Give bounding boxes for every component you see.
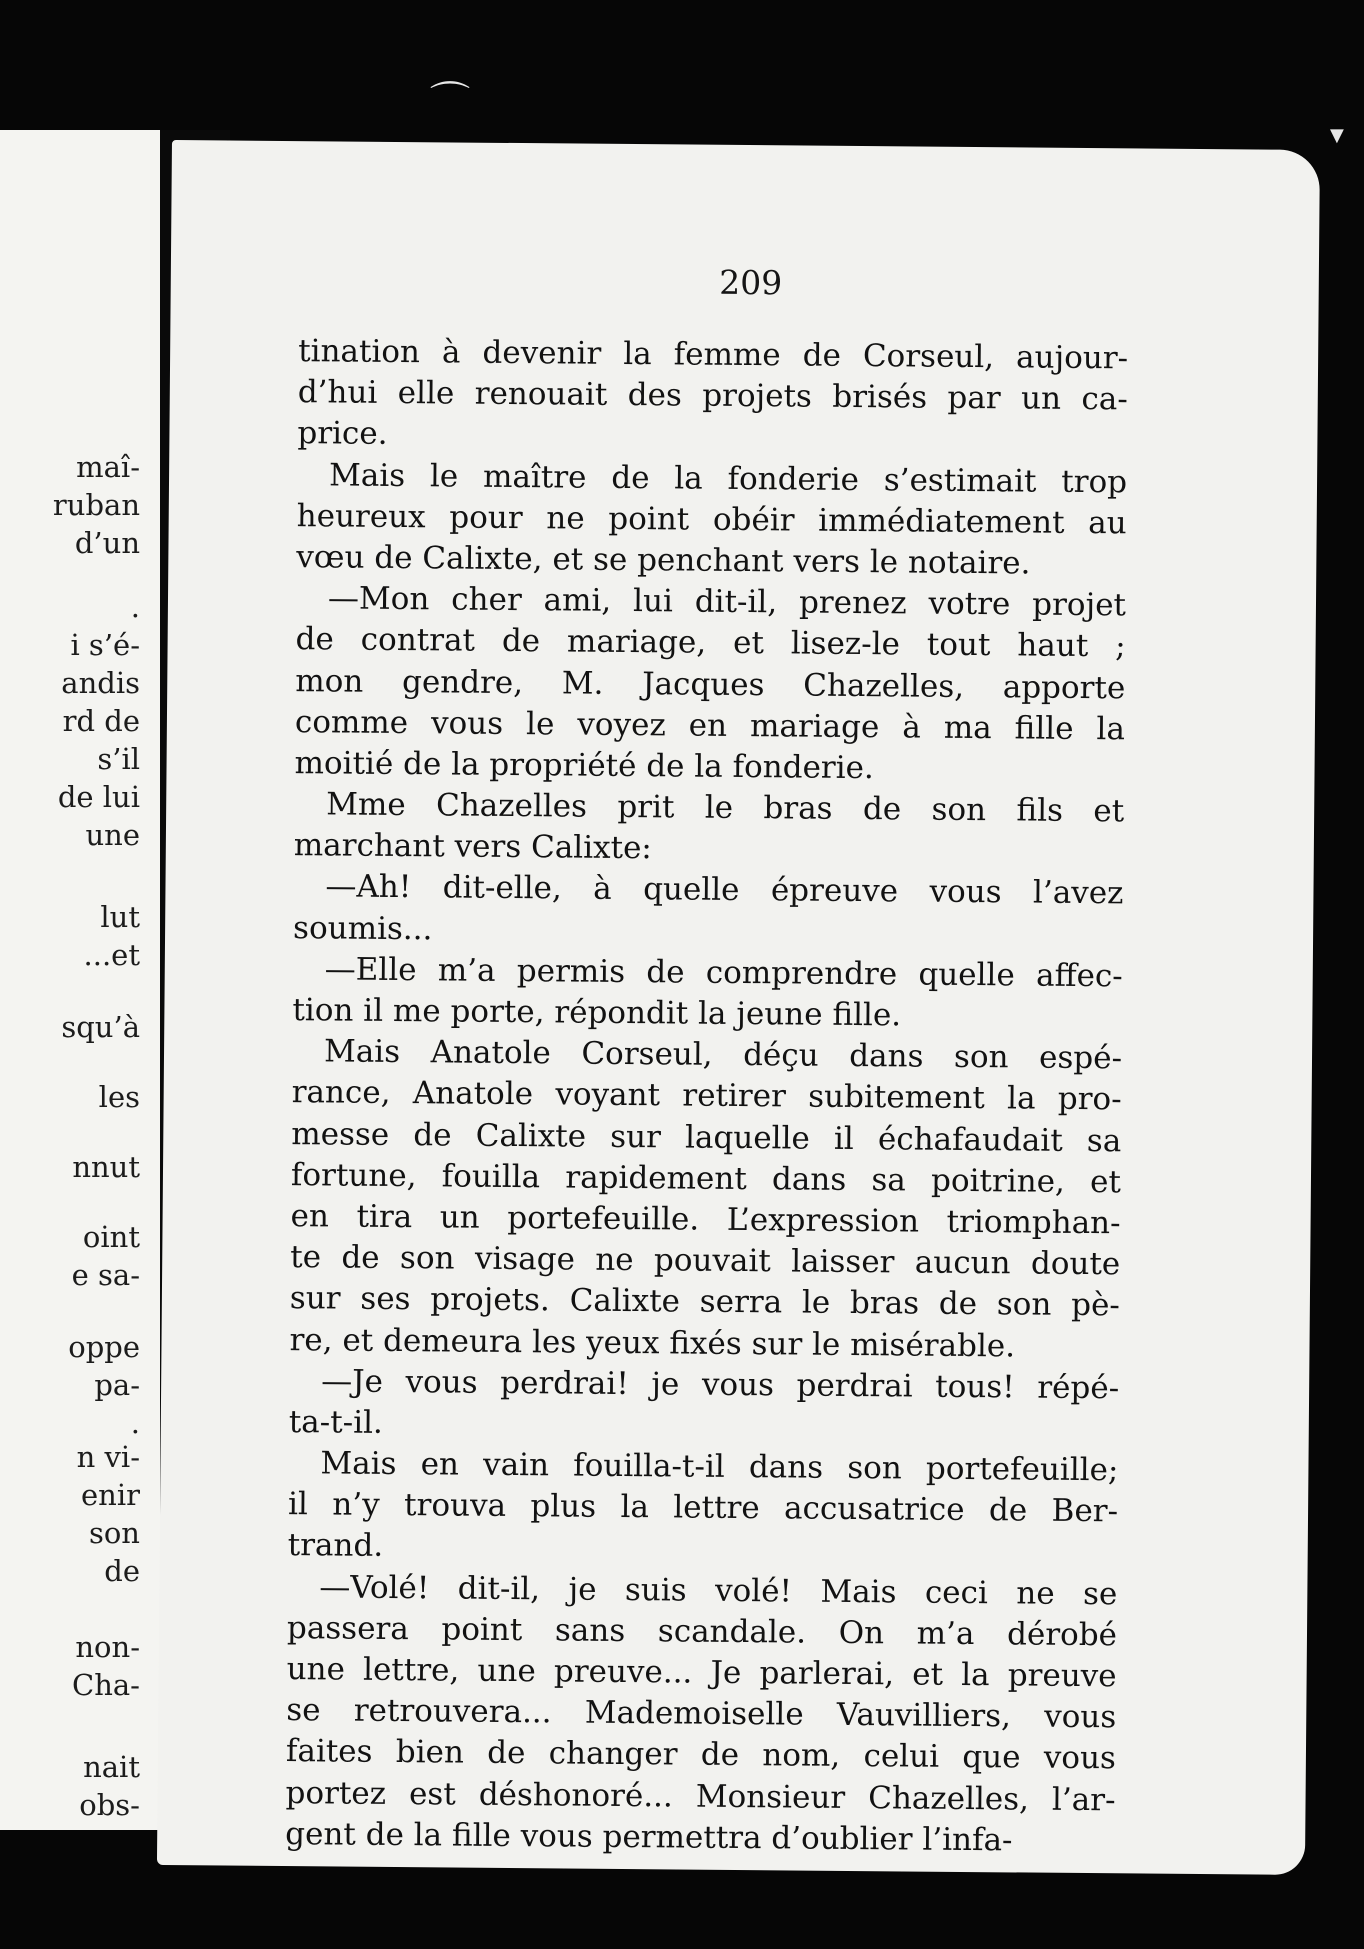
- scan-speck: ▼: [1330, 125, 1344, 146]
- text-line: en tira un portefeuille. L’expression triomphan-: [290, 1198, 1121, 1242]
- text-line: tion il me porte, répondit la jeune fille.: [292, 992, 902, 1034]
- text-line: portez est déshonoré... Monsieur Chazelles, l’ar-: [285, 1774, 1116, 1818]
- text-line: te de son visage ne pouvait laisser aucun doute: [290, 1239, 1121, 1283]
- text-line: messe de Calixte sur laquelle il échafaudait sa: [291, 1115, 1122, 1159]
- text-line: se retrouvera... Mademoiselle Vauvilliers, vous: [286, 1692, 1117, 1736]
- facing-page-line-end: nait: [83, 1750, 140, 1784]
- text-line: marchant vers Calixte:: [293, 827, 652, 867]
- facing-page-line-end: nnut: [72, 1150, 140, 1184]
- facing-page-line-end: d’un: [74, 526, 140, 560]
- text-line: sur ses projets. Calixte serra le bras de son pè-: [289, 1280, 1121, 1324]
- text-line: —Elle m’a permis de comprendre quelle affec-: [324, 951, 1123, 995]
- page-body-text: [285, 331, 1128, 1862]
- scan-speck: ⌒: [430, 79, 470, 125]
- text-line: —Je vous perdrai! je vous perdrai tous! répé-: [321, 1363, 1120, 1406]
- facing-page-line-end: pa-: [94, 1368, 140, 1402]
- text-line: trand.: [287, 1527, 384, 1565]
- facing-page-line-end: n vi-: [76, 1440, 140, 1474]
- text-line: —Mon cher ami, lui dit-il, prenez votre projet: [327, 580, 1127, 624]
- facing-page-line-end: e sa-: [71, 1258, 140, 1292]
- text-line: soumis...: [292, 909, 433, 947]
- text-line: d’hui elle renouait des projets brisés par un ca-: [297, 374, 1128, 418]
- facing-page-line-end: lut: [100, 900, 140, 934]
- facing-page-line-end: rd de: [62, 704, 140, 738]
- facing-page-line-end: non-: [75, 1630, 140, 1664]
- facing-page-line-end: enir: [81, 1478, 140, 1512]
- facing-page-line-end: de: [104, 1554, 140, 1588]
- text-line: tination à devenir la femme de Corseul, aujour-: [298, 333, 1129, 377]
- facing-page-line-end: .: [130, 590, 140, 624]
- text-line: —Volé! dit-il, je suis volé! Mais ceci ne se: [319, 1568, 1118, 1612]
- facing-page-line-end: ruban: [52, 488, 140, 522]
- facing-page-line-end: de lui: [57, 780, 140, 814]
- facing-page-line-end: Cha-: [72, 1668, 140, 1702]
- book-page: [157, 140, 1320, 1875]
- text-line: Mme Chazelles prit le bras de son fils et: [326, 786, 1125, 830]
- facing-page-line-end: oppe: [68, 1330, 140, 1364]
- text-line: Mais Anatole Corseul, déçu dans son espé-: [323, 1033, 1123, 1077]
- facing-page-line-end: i s’é-: [70, 628, 140, 662]
- text-line: gent de la fille vous permettra d’oublier l’infa-: [285, 1815, 1013, 1859]
- text-line: rance, Anatole voyant retirer subitement la pro-: [291, 1074, 1122, 1118]
- text-line: comme vous le voyez en mariage à ma fille la: [294, 703, 1126, 748]
- text-line: fortune, fouilla rapidement dans sa poitrine, et: [290, 1156, 1122, 1201]
- text-line: il n’y trouva plus la lettre accusatrice de Ber-: [287, 1486, 1119, 1530]
- page-number: 209: [719, 262, 783, 303]
- text-line: Mais le maître de la fonderie s’estimait trop: [328, 456, 1128, 500]
- facing-page-line-end: maî-: [76, 450, 140, 484]
- facing-page-line-end: oint: [82, 1220, 140, 1254]
- facing-page-line-end: andis: [61, 666, 140, 700]
- facing-page-line-end: squ’à: [61, 1010, 140, 1044]
- facing-page-line-end: son: [88, 1516, 140, 1550]
- text-line: price.: [297, 415, 388, 453]
- text-line: passera point sans scandale. On m’a dérobé: [286, 1609, 1118, 1654]
- text-line: —Ah! dit-elle, à quelle épreuve vous l’avez: [325, 868, 1124, 912]
- text-line: faites bien de changer de nom, celui que vous: [285, 1733, 1117, 1777]
- facing-page-line-end: obs-: [79, 1788, 140, 1822]
- facing-page-line-end: ...et: [83, 938, 140, 972]
- text-line: moitié de la propriété de la fonderie.: [294, 744, 874, 787]
- facing-page-line-end: s’il: [97, 742, 140, 776]
- facing-page-line-end: une: [85, 818, 140, 852]
- facing-page-line-end: les: [98, 1080, 140, 1114]
- facing-page-line-end: .: [130, 1406, 140, 1440]
- text-line: vœu de Calixte, et se penchant vers le notaire.: [296, 539, 1031, 582]
- text-line: de contrat de mariage, et lisez-le tout haut ;: [295, 621, 1126, 665]
- text-line: Mais en vain fouilla-t-il dans son portefeuille;: [320, 1445, 1119, 1489]
- text-line: une lettre, une preuve... Je parlerai, et la preuve: [286, 1651, 1117, 1695]
- text-line: ta-t-il.: [288, 1403, 384, 1441]
- text-line: re, et demeura les yeux fixés sur le misérable.: [289, 1321, 1016, 1364]
- text-line: heureux pour ne point obéir immédiatement au: [296, 497, 1127, 542]
- text-line: mon gendre, M. Jacques Chazelles, apporte: [295, 662, 1126, 706]
